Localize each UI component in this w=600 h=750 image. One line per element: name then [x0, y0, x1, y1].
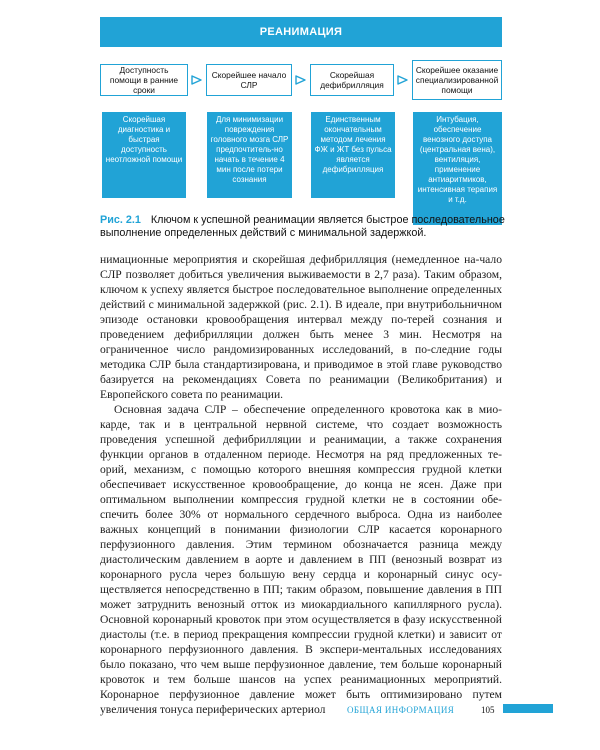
detail-early-specialized-care: Интубация, обеспечение венозного доступа (центральная вена), вентиляция, применение антиаритмиков, интенсивная терапия и т.д.	[413, 112, 502, 225]
detail-early-cpr: Для минимизации повреждения головного мозга СЛР предпочтитель-но начать в течение 4 мин после потери сознания	[207, 112, 292, 198]
step-early-cpr: Скорейшее начало СЛР	[206, 64, 292, 96]
arrow-right-icon	[190, 73, 204, 87]
detail-early-defibrillation: Единственным окончательным методом лечения ФЖ и ЖТ без пульса является дефибрилляция	[311, 112, 395, 198]
detail-early-access: Скорейшая диагностика и быстрая доступность неотложной помощи	[102, 112, 186, 198]
paragraph: Основная задача СЛР – обеспечение определенного кровотока как в мио-карде, так и в центральной нервной системе, что создает возможность проведения успешной дефибрилляции и реанимации, а также сохранения функции органов в отдаленном периоде. Несмотря на ряд предложенных те-орий, механизм, с помощью которого внешняя компрессия грудной клетки обеспечивает искусственное кровообращение, до конца не ясен. Даже при оптимальном выполнении компрессия грудной клетки не в состоянии обе-спечить более 30% от нормального сердечного выброса. Одна из наиболее важных концепций в понимании физиологии СЛР касается коронарного перфузионного давления. Этим термином обозначается разница между диастолическим давлением в аорте и давлением в ПП (венозный возврат из коронарного русла через большую вену сердца и коронарный синус осу-ществляется непосредственно в ПП; таким образом, повышение давления в ПП может затруднить венозный отток из миокардиального капиллярного русла). Основной коронарный кровоток при этом осуществляется в фазу искусственной диастолы (т.е. в период прекращения компрессии грудной клетки) и зависит от коронарного перфузионного давления. В экспери-ментальных исследованиях было показано, что чем выше перфузионное давление, тем больше коронарный кровоток и тем больше шансов на успех реанимационных мероприятий. Коронарное перфузионное давление может быть оптимизировано путем увеличения тонуса периферических артериол	[100, 403, 502, 716]
running-footer-section: ОБЩАЯ ИНФОРМАЦИЯ	[347, 705, 455, 715]
caption-text: Ключом к успешной реанимации является быстрое последовательное выполнение определенных действий с минимальной задержкой.	[100, 214, 505, 239]
step-early-access: Доступность помощи в ранние сроки	[100, 64, 188, 96]
page-number: 105	[481, 705, 495, 715]
step-early-specialized-care: Скорейшее оказание специализированной помощи	[412, 60, 502, 100]
figure-banner: РЕАНИМАЦИЯ	[100, 17, 502, 47]
footer-accent-bar	[503, 704, 553, 713]
figure-label: Рис. 2.1	[100, 214, 141, 226]
figure-caption	[100, 214, 510, 240]
body-text	[100, 252, 502, 717]
arrow-right-icon	[396, 73, 410, 87]
step-early-defibrillation: Скорейшая дефибрилляция	[310, 64, 394, 96]
paragraph: нимационные мероприятия и скорейшая дефибрилляция (немедленное на-чало СЛР позволяет добиться увеличения выживаемости в 2,7 раза). Таким образом, ключом к успеху является быстрое последовательное выполнение определенных действий с минимальной задержкой (рис. 2.1). В идеале, при внутрибольничном эпизоде остановки кровообращения интервал между по-терей сознания и проведением дефибрилляции должен быть менее 3 мин. Несмотря на ограниченное число рандомизированных исследований, в по-следние годы методика СЛР была стандартизирована, и приводимое в этой главе руководство базируется на рекомендациях Совета по реанимации (Великобритания) и Европейского совета по реанимации.	[100, 253, 502, 401]
arrow-right-icon	[294, 73, 308, 87]
